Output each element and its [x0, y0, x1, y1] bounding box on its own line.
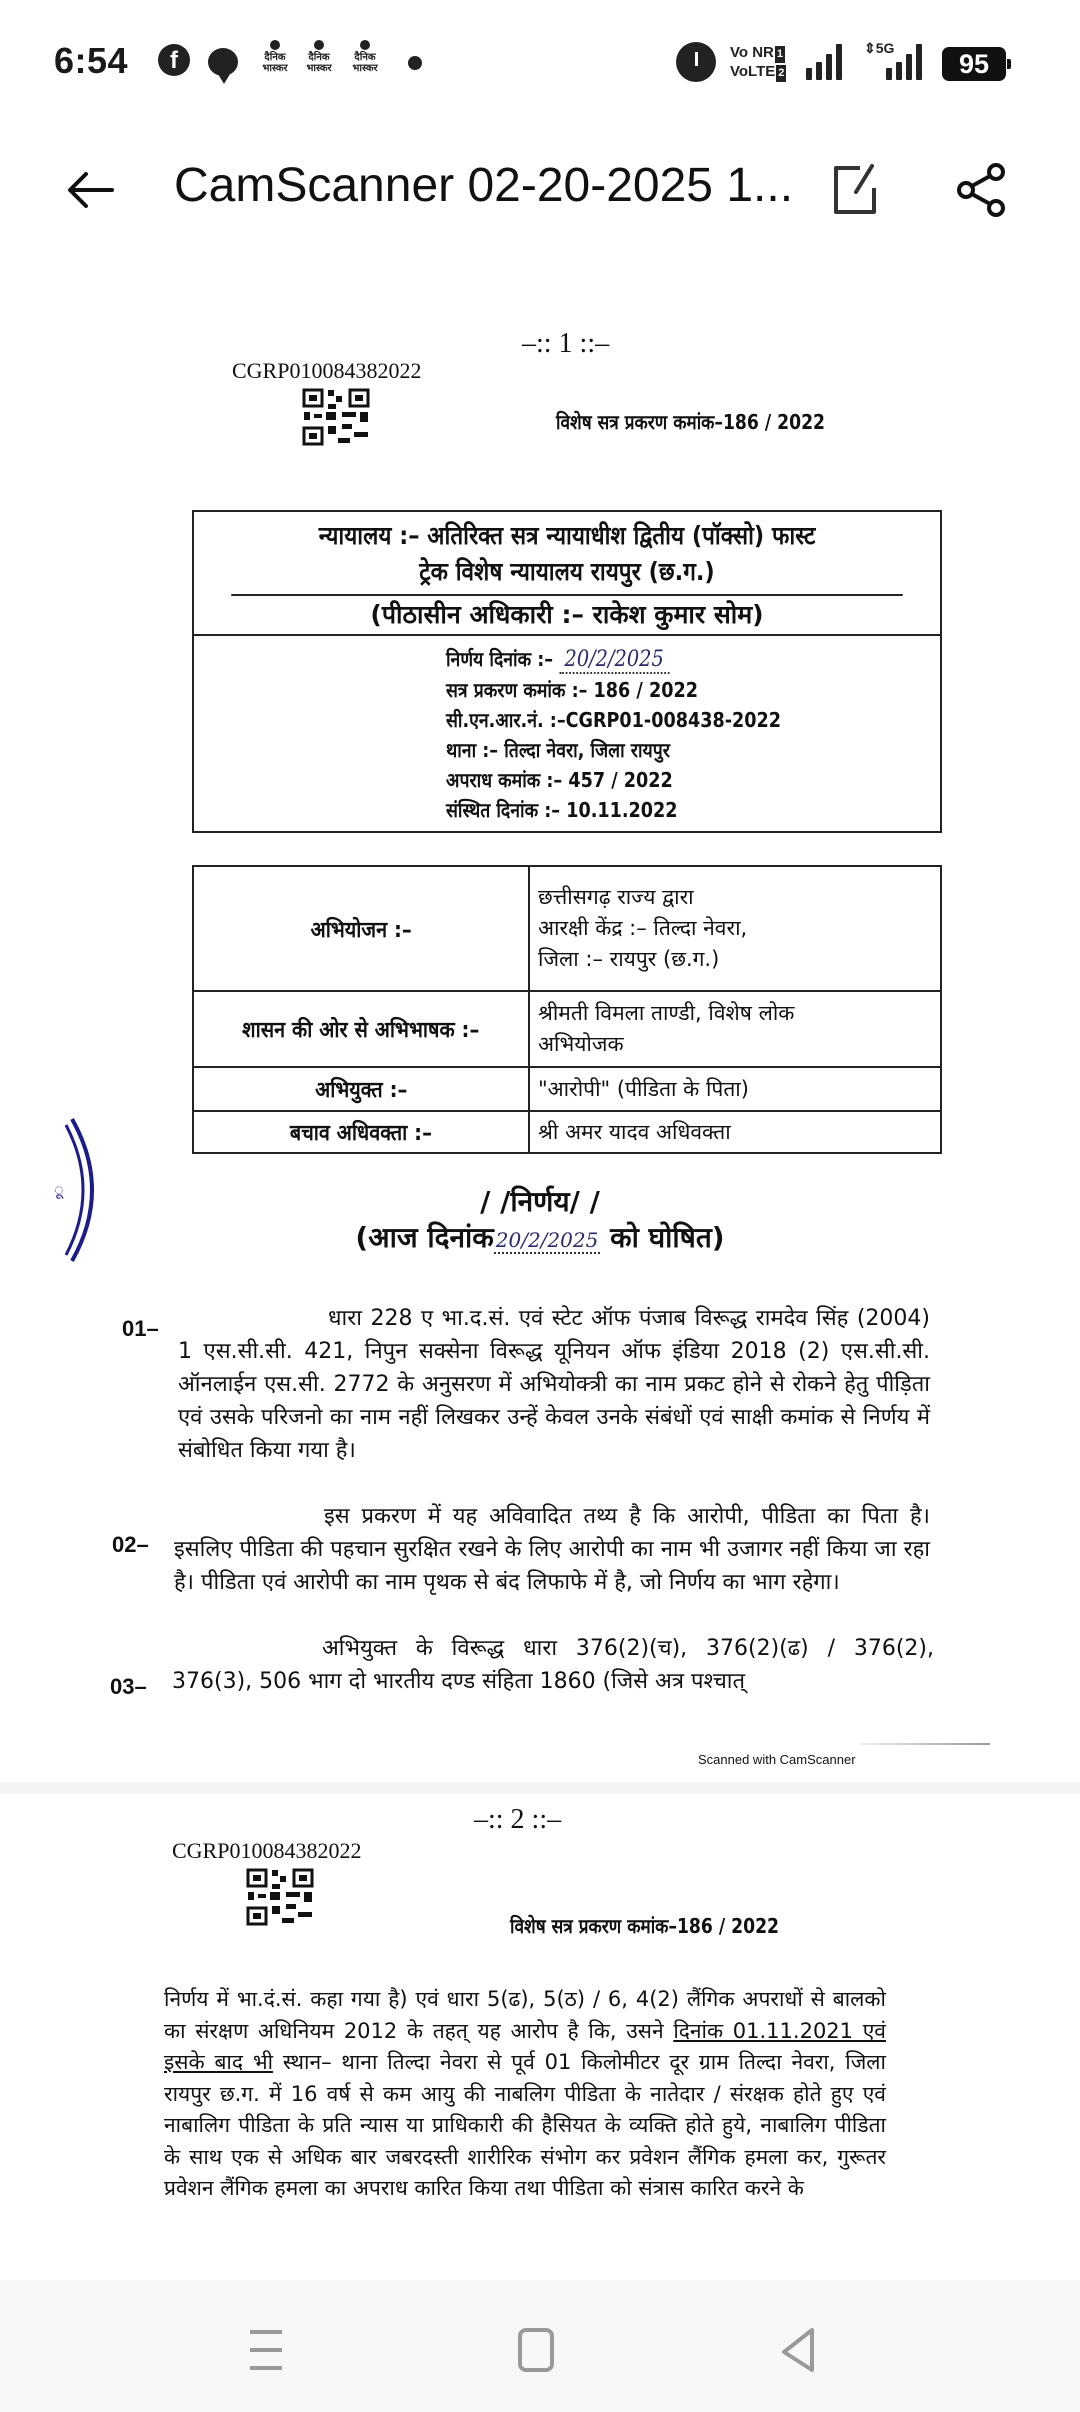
party-value: अभियोजक — [538, 1032, 624, 1056]
status-time: 6:54 — [54, 40, 129, 81]
party-label: अभियोजन :– — [310, 917, 412, 943]
verdict-subheading: (आज दिनांक 20/2/2025 को घोषित) — [355, 1221, 725, 1254]
handwritten-date: 20/2/2025 — [559, 647, 669, 674]
cnr-code: CGRP010084382022 — [232, 358, 422, 383]
facebook-icon: f — [158, 44, 190, 76]
svg-text:ू: ू — [54, 1180, 64, 1199]
cnr-code: CGRP010084382022 — [172, 1838, 362, 1863]
arrow-left-icon — [62, 160, 122, 220]
case-reference: विशेष सत्र प्रकरण कमांक–186 / 2022 — [556, 410, 826, 434]
table-row — [193, 991, 941, 1067]
share-button[interactable] — [952, 160, 1012, 220]
app-bar — [0, 130, 1080, 250]
case-details — [194, 636, 940, 831]
handwritten-date: 20/2/2025 — [495, 1228, 599, 1252]
network-type: ⇕5G — [864, 40, 895, 56]
party-value: "आरोपी" (पीडिता के पिता) — [538, 1076, 749, 1101]
dainik-bhaskar-icon: दैनिक भास्कर — [258, 40, 292, 80]
case-reference: विशेष सत्र प्रकरण कमांक–186 / 2022 — [510, 1914, 780, 1938]
underlined-text: दिनांक 01.11.2021 एवं इसके बाद भी — [164, 2018, 886, 2074]
recents-icon — [236, 2320, 296, 2380]
edit-button[interactable] — [826, 160, 886, 220]
alarm-icon — [676, 42, 716, 82]
qr-code-icon — [302, 388, 376, 446]
party-value: श्रीमती विमला ताण्डी, विशेष लोक — [538, 1001, 795, 1025]
scanner-watermark: Scanned with CamScanner — [698, 1752, 856, 1767]
back-triangle-icon — [770, 2320, 830, 2380]
parties-table — [192, 865, 942, 1154]
verdict-heading: / /निर्णय/ / — [480, 1185, 600, 1218]
party-value: श्री अमर यादव अधिवक्ता — [538, 1119, 731, 1144]
presiding-officer: (पीठासीन अधिकारी :– राकेश कुमार सोम) — [194, 596, 940, 636]
signal-sim2-icon — [886, 44, 926, 80]
court-header-table — [192, 510, 942, 833]
paragraph: अभियुक्त के विरूद्ध धारा 376(2)(च), 376(2)(ढ) / 376(2), 376(3), 506 भाग दो भारतीय दण्ड संहिता 1860 (जिसे अत्र पश्चात् — [172, 1636, 934, 1694]
system-navigation-bar — [0, 2280, 1080, 2412]
police-station: थाना :– तिल्दा नेवरा, जिला रायपुर — [446, 738, 670, 762]
page-separator — [0, 1782, 1080, 1794]
judgment-date-line: निर्णय दिनांक :– 20/2/2025 — [446, 644, 881, 675]
signal-sim1-icon — [806, 44, 846, 80]
party-label: अभियुक्त :– — [314, 1078, 408, 1103]
party-value: आरक्षी केंद्र :– तिल्दा नेवरा, — [538, 916, 748, 940]
table-row — [193, 1111, 941, 1153]
party-label: बचाव अधिवक्ता :– — [289, 1121, 433, 1146]
more-dot-icon — [408, 56, 422, 70]
back-button[interactable] — [62, 160, 122, 220]
home-icon — [506, 2320, 566, 2380]
table-row — [193, 866, 941, 991]
party-label: शासन की ओर से अभिभाषक :– — [242, 1018, 480, 1043]
session-case-number: सत्र प्रकरण कमांक :– 186 / 2022 — [446, 678, 698, 702]
paragraph: निर्णय में भा.दं.सं. कहा गया है) एवं धारा 5(ढ), 5(ठ) / 6, 4(2) लैंगिक अपराधों से बालको का संरक्षण अधिनियम 2012 के तहत् यह आरोप है कि, उसने दिनांक 01.11.2021 एवं इसके बाद भी स्थान– थाना तिल्दा नेवरा से पूर्व 01 किलोमीटर दूर ग्राम तिल्दा नेवरा, जिला रायपुर छ.ग. में 16 वर्ष से कम आयु की नाबलिग पीडिता के नातेदार / संरक्षक होते हुए एवं नाबालिग पीडिता के प्रति न्यास या प्राधिकारी की हैसियत के व्यक्ति होते हुये, नाबालिग पीडिता के साथ एक से अधिक बार जबरदस्ती शारीरिक संभोग कर प्रवेशन लैंगिक हमला कर, गुरूतर प्रवेशन लैंगिक हमला का अपराध कारित किया तथा पीडिता को संत्रास कारित करने के — [164, 1987, 886, 2200]
dainik-bhaskar-icon: दैनिक भास्कर — [302, 40, 336, 80]
cnr-number: सी.एन.आर.नं. :–CGRP01-008438-2022 — [446, 708, 782, 732]
divider — [860, 1743, 990, 1745]
paragraph: धारा 228 ए भा.द.सं. एवं स्टेट ऑफ पंजाब विरूद्ध रामदेव सिंह (2004) 1 एस.सी.सी. 421, निपुन सक्सेना विरूद्ध यूनियन ऑफ इंडिया 2018 (2) एस.सी.सी. ऑनलाईन एस.सी. 2772 के अनुसरण में अभियोक्त्री का नाम प्रकट होने से रोकने हेतु पीड़िता एवं उसके परिजनो का नाम नहीं लिखकर उन्हें केवल उनके संबंधों एवं साक्षी कमांक से निर्णय में संबोधित किया गया है। — [178, 1306, 930, 1463]
home-button[interactable] — [506, 2320, 566, 2380]
paragraph-number: 01– — [122, 1316, 159, 1341]
document-page-1[interactable] — [0, 260, 1080, 1782]
share-icon — [952, 160, 1012, 220]
edit-icon — [826, 160, 886, 220]
battery-indicator: 95 — [942, 47, 1006, 81]
document-page-2[interactable] — [0, 1794, 1080, 2274]
crime-number: अपराध कमांक :– 457 / 2022 — [446, 768, 673, 792]
court-name: न्यायालय :– अतिरिक्त सत्र न्यायाधीश द्वितीय (पॉक्सो) फास्ट ट्रेक विशेष न्यायालय रायपुर (छ.ग.) — [231, 512, 902, 596]
volte-indicator: Vo NR 1 VoLTE 2 — [730, 44, 785, 80]
paragraph: इस प्रकरण में यह अविवादित तथ्य है कि आरोपी, पीडिता का पिता है। इसलिए पीडिता की पहचान सुरक्षित रखने के लिए आरोपी का नाम भी उजागर नहीं किया जा रहा है। पीडिता एवं आरोपी का नाम पृथक से बंद लिफाफे में है, जो निर्णय का भाग रहेगा। — [174, 1504, 930, 1595]
party-value: जिला :– रायपुर (छ.ग.) — [538, 947, 720, 971]
document-title: CamScanner 02-20-2025 1... — [174, 159, 794, 212]
party-value: छत्तीसगढ़ राज्य द्वारा — [538, 885, 694, 909]
institution-date: संस्थित दिनांक :– 10.11.2022 — [446, 798, 678, 822]
recents-button[interactable] — [236, 2320, 296, 2380]
status-bar — [0, 0, 1080, 120]
chat-bubble-icon — [208, 48, 238, 76]
paragraph-number: 03– — [110, 1674, 147, 1699]
paragraph-number: 02– — [112, 1532, 149, 1557]
back-nav-button[interactable] — [770, 2320, 830, 2380]
table-row — [193, 1067, 941, 1111]
page-number: –:: 2 ::– — [474, 1804, 562, 1835]
qr-code-icon — [246, 1868, 320, 1926]
dainik-bhaskar-icon: दैनिक भास्कर — [348, 40, 382, 80]
page-number: –:: 1 ::– — [522, 328, 610, 359]
